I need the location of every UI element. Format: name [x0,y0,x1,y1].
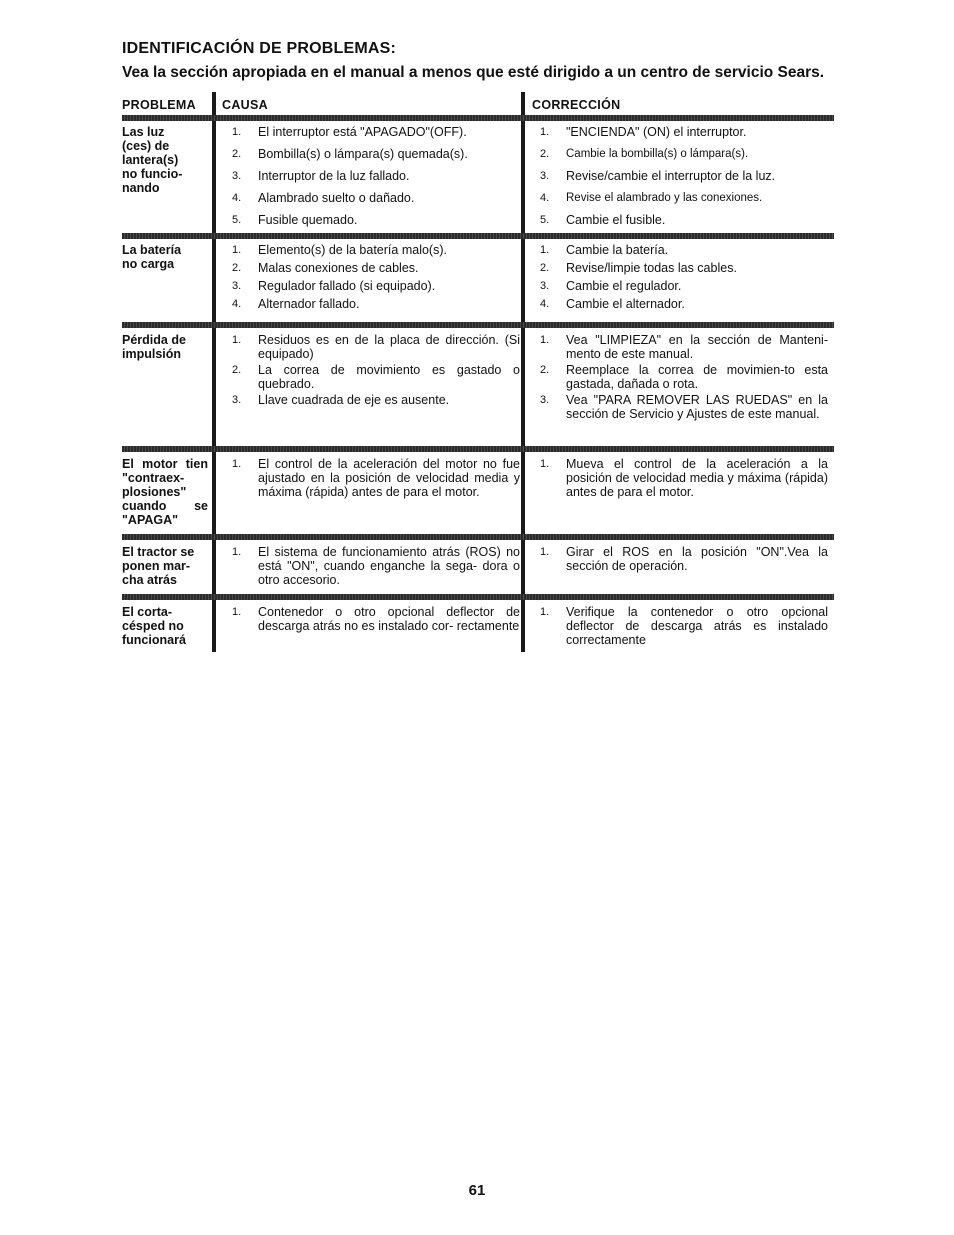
item-text: Alternador fallado. [258,297,360,311]
item-number: 2. [540,364,550,376]
list-item [526,297,828,311]
item-number: 1. [232,458,242,470]
item-text: Cambie el alternador. [566,297,685,311]
item-text: El sistema de funcionamiento atrás (ROS) no está "ON", cuando enganche la sega- dora o otro accesorio. [258,545,520,587]
item-text: Revise el alambrado y las conexiones. [566,192,763,204]
list-item [526,191,828,205]
item-text: Vea "LIMPIEZA" en la sección de Manteni- mento de este manual. [566,333,828,361]
item-number: 4. [232,192,242,204]
item-text: Verifique la contenedor o otro opcional deflector de descarga atrás es instalado correctamente [566,605,828,647]
list-item [526,147,828,161]
list-item [526,261,828,275]
item-text: Interruptor de la luz fallado. [258,169,410,183]
item-text: Mueva el control de la aceleración a la posición de velocidad media y máxima (rápida) antes de para el motor. [566,457,828,499]
list-item [218,147,520,161]
correction-cell [526,457,828,501]
list-item [526,363,828,391]
item-number: 5. [540,214,550,226]
list-item [218,279,520,293]
item-number: 3. [232,280,242,292]
item-text: Malas conexiones de cables. [258,261,419,275]
item-text: Contenedor o otro opcional deflector de descarga atrás no es instalado cor- rectamente [258,605,520,633]
column-header-cause: CAUSA [222,98,268,112]
correction-cell [526,333,828,423]
list-item [218,261,520,275]
item-number: 2. [540,262,550,274]
list-item [218,169,520,183]
column-divider [212,92,216,652]
list-item [218,191,520,205]
problem-cell [122,243,208,271]
correction-cell [526,243,828,315]
item-number: 1. [232,334,242,346]
item-number: 3. [540,394,550,406]
correction-cell [526,605,828,649]
item-number: 1. [540,244,550,256]
problem-line: El motor tien [122,457,208,471]
item-text: Cambie la bombilla(s) o lámpara(s). [566,148,749,160]
list-item [218,333,520,361]
list-item [218,297,520,311]
item-text: Llave cuadrada de eje es ausente. [258,393,450,407]
item-text: El control de la aceleración del motor no fue ajustado en la posición de velocidad media y máxima (rápida) antes de para el motor. [258,457,520,499]
problem-cell [122,545,208,587]
row-divider [122,446,834,452]
item-number: 1. [540,606,550,618]
item-number: 4. [540,298,550,310]
problem-line: no carga [122,257,175,271]
item-text: La correa de movimiento es gastado o quebrado. [258,363,520,391]
problem-line: plosiones" [122,485,187,499]
list-item [526,169,828,183]
problem-line: (ces) de [122,139,170,153]
problem-line: cuando se [122,499,208,513]
row-divider [122,534,834,540]
problem-line: El corta- [122,605,173,619]
list-item [526,279,828,293]
item-text: Reemplace la correa de movimien-to esta gastada, dañada o rota. [566,363,828,391]
item-number: 2. [232,364,242,376]
list-item [526,605,828,647]
item-text: Cambie el regulador. [566,279,682,293]
list-item [218,213,520,227]
problem-line: nando [122,181,160,195]
problem-line: "APAGA" [122,513,179,527]
problem-line: "contraex- [122,471,185,485]
cause-cell [218,333,520,409]
column-header-problem: PROBLEMA [122,98,196,112]
list-item [526,545,828,573]
problem-line: no funcio- [122,167,183,181]
item-number: 3. [540,280,550,292]
column-divider [521,92,525,652]
list-item [526,457,828,499]
problem-cell [122,333,208,361]
item-text: Revise/limpie todas las cables. [566,261,737,275]
problem-line: cha atrás [122,573,177,587]
item-number: 1. [540,126,550,138]
item-number: 2. [232,148,242,160]
item-number: 3. [232,170,242,182]
page-title: IDENTIFICACIÓN DE PROBLEMAS: [122,40,397,57]
problem-line: ponen mar- [122,559,191,573]
cause-cell [218,605,520,635]
item-number: 5. [232,214,242,226]
item-number: 4. [232,298,242,310]
list-item [218,545,520,587]
cause-cell [218,125,520,235]
problem-cell [122,457,208,527]
page-number: 61 [468,1182,486,1199]
item-number: 1. [540,458,550,470]
cause-cell [218,243,520,315]
list-item [218,363,520,391]
item-text: Alambrado suelto o dañado. [258,191,415,205]
item-text: Elemento(s) de la batería malo(s). [258,243,447,257]
item-number: 2. [232,262,242,274]
item-text: Bombilla(s) o lámpara(s) quemada(s). [258,147,468,161]
problem-line: Pérdida de [122,333,186,347]
column-header-correction: CORRECCIÓN [532,98,621,112]
problem-line: Las luz [122,125,165,139]
list-item [218,243,520,257]
item-number: 1. [540,546,550,558]
item-number: 1. [232,244,242,256]
item-number: 1. [232,126,242,138]
problem-line: El tractor se [122,545,195,559]
cause-cell [218,457,520,501]
list-item [526,243,828,257]
item-text: Vea "PARA REMOVER LAS RUEDAS" en la sección de Servicio y Ajustes de este manual. [566,393,828,421]
problem-cell [122,605,208,647]
correction-cell [526,125,828,235]
item-text: El interruptor está "APAGADO"(OFF). [258,125,467,139]
item-number: 3. [540,170,550,182]
item-text: Fusible quemado. [258,213,358,227]
row-divider [122,115,834,121]
list-item [526,393,828,421]
item-number: 4. [540,192,550,204]
item-text: Girar el ROS en la posición "ON".Vea la sección de operación. [566,545,828,573]
item-text: Cambie la batería. [566,243,669,257]
problem-cell [122,125,208,195]
list-item [218,393,520,407]
item-text: "ENCIENDA" (ON) el interruptor. [566,125,747,139]
cause-cell [218,545,520,589]
problem-line: lantera(s) [122,153,179,167]
list-item [526,333,828,361]
item-number: 1. [540,334,550,346]
item-number: 3. [232,394,242,406]
list-item [218,125,520,139]
item-text: Regulador fallado (si equipado). [258,279,436,293]
item-number: 2. [540,148,550,160]
list-item [526,125,828,139]
list-item [218,605,520,633]
list-item [526,213,828,227]
problem-line: funcionará [122,633,186,647]
item-text: Revise/cambie el interruptor de la luz. [566,169,776,183]
list-item [218,457,520,499]
page-subtitle: Vea la sección apropiada en el manual a menos que esté dirigido a un centro de servicio Sears. [122,64,825,81]
row-divider [122,322,834,328]
problem-line: césped no [122,619,184,633]
item-text: Cambie el fusible. [566,213,666,227]
problem-line: La batería [122,243,182,257]
problem-line: impulsión [122,347,182,361]
correction-cell [526,545,828,575]
row-divider [122,594,834,600]
item-number: 1. [232,546,242,558]
troubleshooting-table [122,92,834,652]
item-text: Residuos es en de la placa de dirección. (Si equipado) [258,333,520,361]
item-number: 1. [232,606,242,618]
